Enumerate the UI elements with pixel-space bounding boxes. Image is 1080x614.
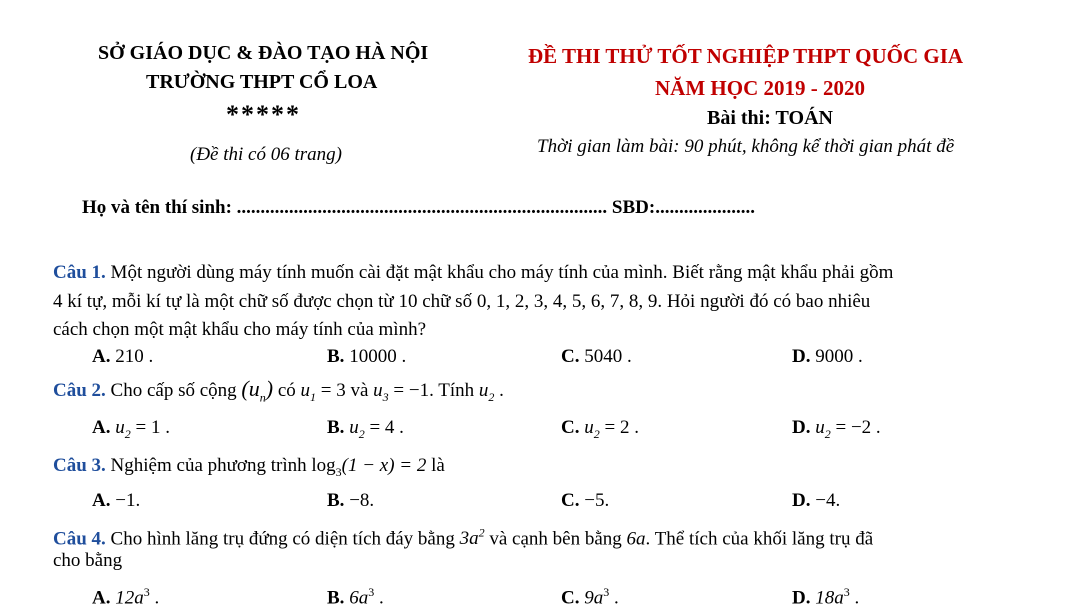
area-value: 3a — [459, 528, 479, 550]
q4-option-a[interactable] — [92, 577, 159, 613]
q1-option-c[interactable] — [561, 342, 632, 372]
exam-subject: Bài thi: TOÁN — [707, 107, 833, 129]
target-subscript: 2 — [488, 389, 495, 404]
target-term — [478, 380, 495, 404]
eq-base: 3 — [335, 464, 342, 479]
option-value: = 2 . — [599, 417, 639, 438]
q2-option-d[interactable] — [792, 413, 881, 449]
cond1-subscript: 1 — [310, 389, 317, 404]
seq-subscript: n — [259, 390, 266, 405]
q1-option-d[interactable] — [792, 342, 863, 372]
option-key: D. — [792, 346, 811, 367]
condition-2 — [373, 380, 430, 404]
option-value: 10000 . — [349, 346, 407, 367]
option-symbol: u — [349, 417, 359, 438]
condition-1 — [300, 380, 346, 404]
option-subscript: 2 — [593, 426, 600, 441]
option-end: . — [609, 587, 619, 609]
question-4-text: Cho hình lăng trụ đứng có diện tích đáy bằng — [110, 528, 455, 550]
pages-note: (Đề thi có 06 trang) — [190, 144, 342, 165]
question-4-line-1 — [53, 518, 873, 554]
option-value: 210 . — [115, 346, 154, 367]
question-1-label: Câu 1. — [53, 262, 106, 283]
option-key: A. — [92, 346, 111, 367]
school-year: NĂM HỌC 2019 - 2020 — [655, 76, 865, 100]
exam-title: ĐỀ THI THỬ TỐT NGHIỆP THPT QUỐC GIA — [528, 44, 964, 68]
q1-option-a[interactable] — [92, 342, 153, 372]
department-name: SỞ GIÁO DỤC & ĐÀO TẠO HÀ NỘI — [98, 42, 429, 64]
question-1-line-2: 4 kí tự, mỗi kí tự là một chữ số được chọn từ 10 chữ số 0, 1, 2, 3, 4, 5, 6, 7, 8, 9. Hỏi người đó có bao nhiêu — [53, 291, 871, 312]
question-3-label: Câu 3. — [53, 455, 106, 476]
q2-option-c[interactable] — [561, 413, 639, 449]
q1-option-b[interactable] — [327, 342, 406, 372]
option-value: −5. — [584, 490, 610, 511]
option-value: −4. — [815, 490, 841, 511]
name-field[interactable]: .............................................................................. — [236, 197, 608, 218]
option-term — [815, 417, 831, 441]
q4-option-c[interactable] — [561, 577, 619, 613]
option-value: 12a — [115, 587, 144, 609]
question-1-line-3: cách chọn một mật khẩu cho máy tính của mình? — [53, 319, 427, 340]
option-symbol: u — [115, 417, 125, 438]
q3-option-a[interactable] — [92, 486, 140, 516]
question-2-text-d: . Tính — [429, 380, 475, 401]
option-key: B. — [327, 587, 345, 609]
cond2-subscript: 3 — [382, 389, 389, 404]
question-2-text-b: có — [277, 380, 296, 401]
option-key: C. — [561, 346, 580, 367]
option-symbol: u — [815, 417, 825, 438]
sbd-label: SBD: — [611, 197, 656, 218]
cond2-symbol: u — [373, 380, 383, 401]
option-value: 9a — [584, 587, 604, 609]
question-2-label: Câu 2. — [53, 380, 106, 401]
option-key: A. — [92, 587, 111, 609]
option-value: = 4 . — [364, 417, 404, 438]
school-name: TRƯỜNG THPT CỔ LOA — [146, 71, 378, 93]
equation — [311, 455, 427, 479]
cond1-symbol: u — [300, 380, 311, 401]
option-value: = −2 . — [830, 417, 881, 438]
option-subscript: 2 — [124, 426, 131, 441]
question-4-line-2: cho bằng — [53, 550, 123, 571]
option-subscript: 2 — [824, 426, 831, 441]
question-3-text: Nghiệm của phương trình — [110, 455, 307, 476]
option-value: 18a — [815, 587, 844, 609]
sequence-notation — [241, 376, 274, 405]
option-key: D. — [792, 490, 811, 511]
option-key: C. — [561, 587, 580, 609]
seq-symbol: (u — [241, 376, 260, 401]
edge-length: 6a — [626, 528, 646, 550]
student-info-row — [82, 197, 755, 219]
target-symbol: u — [478, 380, 489, 401]
option-key: B. — [327, 346, 345, 367]
q2-option-a[interactable] — [92, 413, 170, 449]
eq-log: log — [311, 455, 336, 476]
option-value: = 1 . — [130, 417, 170, 438]
option-value: −1. — [115, 490, 141, 511]
option-value: 5040 . — [584, 346, 632, 367]
option-key: C. — [561, 490, 580, 511]
option-value: 9000 . — [815, 346, 863, 367]
option-exponent: 3 — [603, 585, 610, 599]
q3-option-c[interactable] — [561, 486, 609, 516]
question-1-text: Một người dùng máy tính muốn cài đặt mật khẩu cho máy tính của mình. Biết rằng mật khẩu phải gồm — [110, 262, 894, 283]
eq-rest: (1 − x) = 2 — [341, 455, 427, 476]
option-term — [115, 417, 131, 441]
question-1-line-1 — [53, 258, 893, 288]
option-key: D. — [792, 587, 811, 609]
question-3-line — [53, 451, 445, 487]
option-end: . — [149, 587, 160, 609]
q3-option-d[interactable] — [792, 486, 840, 516]
option-key: A. — [92, 490, 111, 511]
option-term — [349, 417, 365, 441]
question-3-text-end: là — [431, 455, 445, 476]
option-term — [584, 417, 600, 441]
option-exponent: 3 — [843, 585, 850, 599]
base-area — [460, 528, 485, 549]
question-2-line: Câu 2. Cho cấp số cộng $(u_n)$ có $u_1 = 3$ và $u_3 = -1$. Tính $u_2$ . — [53, 376, 504, 405]
question-4-text-b: và cạnh bên bằng — [489, 528, 622, 550]
cond1-value: = 3 — [316, 380, 346, 401]
option-key: B. — [327, 417, 345, 438]
q4-option-d[interactable] — [792, 577, 859, 613]
option-key: B. — [327, 490, 345, 511]
seq-close: ) — [265, 376, 274, 401]
sbd-field[interactable]: ..................... — [655, 197, 755, 218]
area-exponent: 2 — [478, 526, 485, 540]
q2-option-b[interactable] — [327, 413, 404, 449]
option-key: C. — [561, 417, 580, 438]
stars-divider: ***** — [226, 100, 301, 129]
option-key: A. — [92, 417, 111, 438]
option-exponent: 3 — [368, 585, 375, 599]
option-end: . — [374, 587, 384, 609]
option-symbol: u — [584, 417, 594, 438]
time-note: Thời gian làm bài: 90 phút, không kể thời gian phát đề — [537, 136, 955, 157]
option-value: −8. — [349, 490, 375, 511]
q3-option-b[interactable] — [327, 486, 374, 516]
option-key: D. — [792, 417, 811, 438]
option-subscript: 2 — [358, 426, 365, 441]
cond2-value: = −1 — [388, 380, 430, 401]
option-end: . — [849, 587, 860, 609]
question-4-text-c: . Thể tích của khối lăng trụ đã — [645, 528, 874, 550]
q4-option-b[interactable] — [327, 577, 384, 613]
name-label: Họ và tên thí sinh: — [82, 197, 232, 218]
question-4-label: Câu 4. — [53, 528, 106, 550]
option-value: 6a — [349, 587, 369, 609]
question-2-text-c: và — [350, 380, 369, 401]
question-2-text: Cho cấp số cộng — [110, 380, 237, 401]
option-exponent: 3 — [143, 585, 150, 599]
